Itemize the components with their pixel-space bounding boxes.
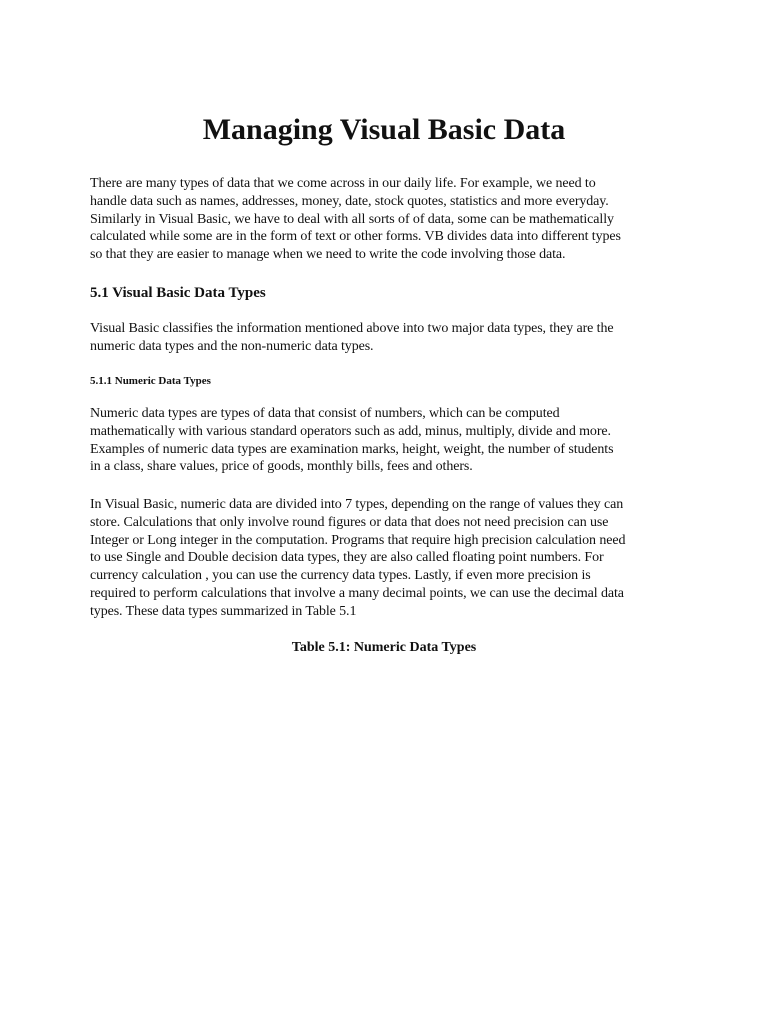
types-line: types. These data types summarized in Table 5.1	[90, 603, 357, 619]
types-line: Integer or Long integer in the computation. Programs that require high precision calculation need	[90, 532, 626, 548]
page-title: Managing Visual Basic Data	[202, 113, 566, 146]
intro-paragraph	[90, 175, 690, 264]
intro-line: There are many types of data that we come across in our daily life. For example, we need to	[90, 176, 596, 191]
section-heading: 5.1 Visual Basic Data Types	[90, 285, 266, 301]
numeric-line: in a class, share values, price of goods, monthly bills, fees and others.	[90, 459, 473, 475]
types-line: store. Calculations that only involve round figures or data that does not need precision can use	[90, 514, 609, 530]
section-paragraph	[90, 320, 690, 356]
intro-line: handle data such as names, addresses, money, date, stock quotes, statistics and more everyday.	[90, 193, 609, 209]
intro-line: calculated while some are in the form of text or other forms. VB divides data into different types	[90, 229, 621, 245]
numeric-line: Numeric data types are types of data that consist of numbers, which can be computed	[90, 406, 560, 421]
numeric-line: Examples of numeric data types are examination marks, height, weight, the number of students	[90, 441, 614, 457]
types-line: to use Single and Double decision data types, they are also called floating point numbers. For	[90, 550, 604, 566]
table-caption: Table 5.1: Numeric Data Types	[291, 640, 477, 655]
intro-line: so that they are easier to manage when we need to write the code involving those data.	[90, 247, 566, 263]
types-line: currency calculation , you can use the currency data types. Lastly, if even more precision is	[90, 568, 591, 584]
section-line: Visual Basic classifies the information mentioned above into two major data types, they are the	[90, 321, 614, 336]
numeric-line: mathematically with various standard operators such as add, minus, multiply, divide and more.	[90, 423, 611, 439]
intro-line: Similarly in Visual Basic, we have to deal with all sorts of of data, some can be mathematically	[90, 211, 614, 227]
types-line: In Visual Basic, numeric data are divided into 7 types, depending on the range of values they can	[90, 497, 624, 512]
subsection-heading: 5.1.1 Numeric Data Types	[90, 375, 211, 387]
types-paragraph	[90, 496, 690, 621]
section-line: numeric data types and the non-numeric data types.	[90, 338, 374, 354]
types-line: required to perform calculations that involve a many decimal points, we can use the decimal data	[90, 585, 624, 601]
numeric-paragraph	[90, 405, 690, 476]
